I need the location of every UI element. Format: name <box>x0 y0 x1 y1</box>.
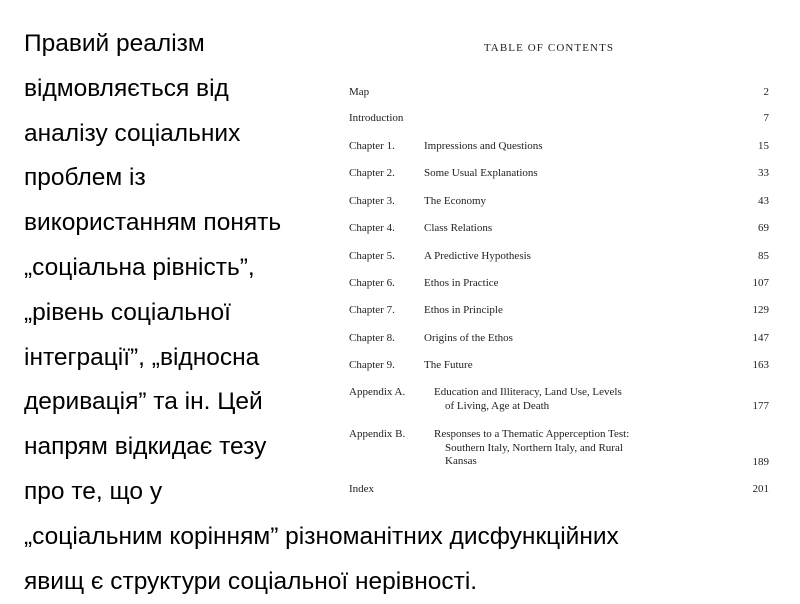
toc-chapter-title: Responses to a Thematic Apperception Test: Southern Italy, Northern Italy, and Rural Kansas <box>434 428 630 468</box>
toc-chapter-title: Education and Illiteracy, Land Use, Levels of Living, Age at Death <box>434 386 622 412</box>
toc-page-number: 15 <box>758 140 769 152</box>
toc-chapter-number: Chapter 8. <box>349 332 395 344</box>
text-line: „соціальна рівність”, <box>24 253 255 281</box>
toc-chapter-title: Impressions and Questions <box>424 140 543 152</box>
toc-entry-label: Index <box>349 483 375 495</box>
toc-chapter-number: Appendix B. <box>349 428 406 440</box>
toc-chapter-title: Origins of the Ethos <box>424 332 513 344</box>
text-line: Правий реалізм <box>24 30 205 57</box>
toc-chapter-title: Some Usual Explanations <box>424 167 538 179</box>
toc-page-number: 107 <box>752 277 769 289</box>
toc-page-number: 189 <box>752 456 769 468</box>
text-line: „соціальним корінням” різноманітних дисфункційних <box>24 522 619 550</box>
slide-text <box>24 22 784 604</box>
toc-chapter-number: Appendix A. <box>349 386 406 398</box>
toc-chapter-number: Chapter 2. <box>349 167 395 179</box>
toc-page-number: 7 <box>763 112 769 124</box>
toc-entry-label: Map <box>349 86 370 98</box>
toc-chapter-number: Chapter 4. <box>349 222 395 234</box>
toc-page-number: 69 <box>758 222 769 234</box>
toc-chapter-title: The Economy <box>424 195 487 207</box>
text-line: інтеграції”, „відносна <box>24 343 260 371</box>
text-line: використанням понять <box>24 209 282 237</box>
toc-chapter-title: Ethos in Practice <box>424 277 499 289</box>
text-line: проблем із <box>24 164 146 192</box>
text-line: деривація” та ін. Цей <box>24 388 263 416</box>
toc-chapter-title: Class Relations <box>424 222 493 234</box>
toc-title: TABLE OF CONTENTS <box>483 42 615 54</box>
toc-chapter-title: Ethos in Principle <box>424 304 503 316</box>
toc-chapter-number: Chapter 9. <box>349 359 395 371</box>
text-line: відмовляється від <box>24 74 229 102</box>
text-line: про те, що у <box>24 477 163 505</box>
text-line: аналізу соціальних <box>24 119 241 147</box>
toc-chapter-number: Chapter 5. <box>349 250 395 262</box>
toc-page-number: 163 <box>752 359 769 371</box>
toc-page-number: 147 <box>752 332 769 344</box>
toc-chapter-number: Chapter 1. <box>349 140 395 152</box>
toc-page-number: 129 <box>752 304 769 316</box>
toc-entry-label: Introduction <box>349 112 404 124</box>
toc-page-number: 2 <box>763 86 769 98</box>
toc-page-number: 201 <box>752 483 769 495</box>
toc-page-number: 33 <box>758 167 769 179</box>
text-line: напрям відкидає тезу <box>24 433 267 461</box>
toc-chapter-title: The Future <box>424 359 473 371</box>
toc-chapter-title: A Predictive Hypothesis <box>424 250 531 262</box>
toc-chapter-number: Chapter 7. <box>349 304 395 316</box>
toc-page-number: 177 <box>752 400 769 412</box>
text-line: „рівень соціальної <box>24 298 231 326</box>
toc-chapter-number: Chapter 3. <box>349 195 395 207</box>
toc-chapter-number: Chapter 6. <box>349 277 395 289</box>
toc-page-number: 43 <box>758 195 769 207</box>
text-line: явищ є структури соціальної нерівності. <box>24 567 478 595</box>
toc-page-number: 85 <box>758 250 769 262</box>
